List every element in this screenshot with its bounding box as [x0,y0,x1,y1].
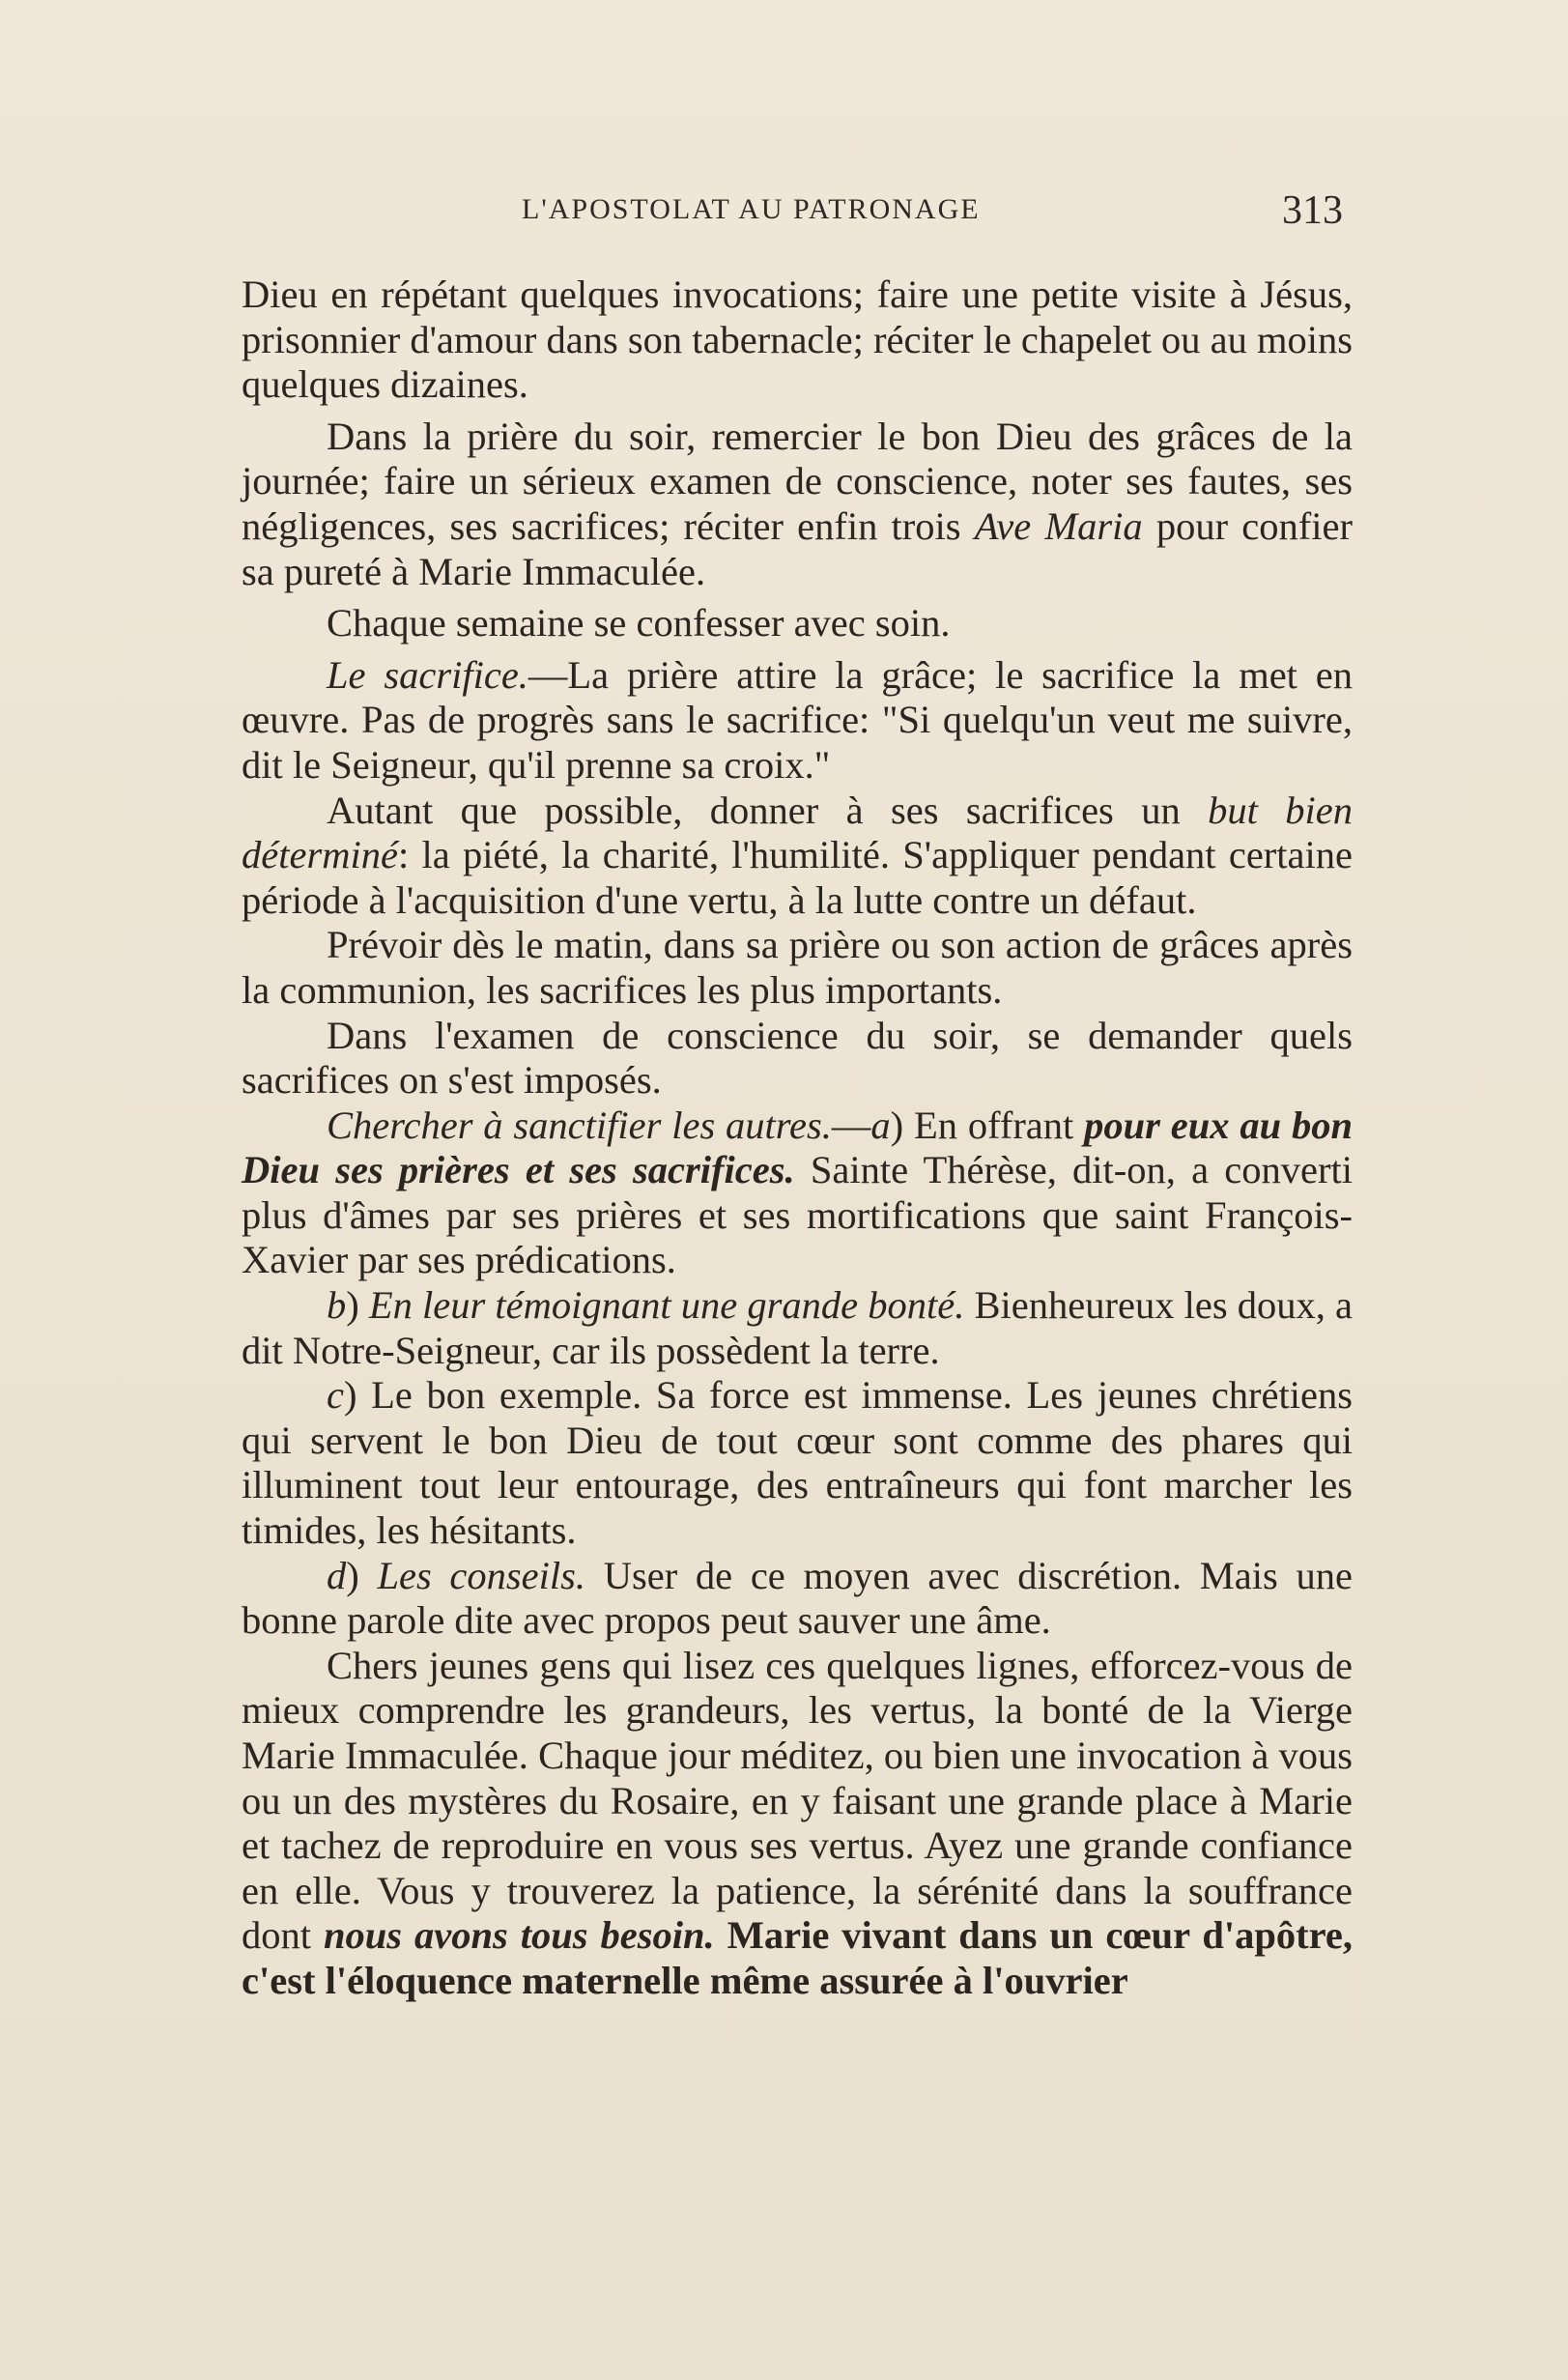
paragraph-5-text: Autant que possible, donner à ses sacrifices un [327,788,1209,832]
paragraph-2-end: pour confier sa pureté à Marie Immaculée. [242,503,1353,593]
paragraph-2-text: Dans la prière du soir, remercier le bon Dieu des grâces de la journée; faire un sérieux examen de conscience, noter ses fautes, ses négligences, ses sacrifices; réciter enfin trois [242,414,1353,548]
paragraph-9-italic: En leur témoignant une grande bonté. [368,1283,965,1328]
paragraph-3 [242,601,1353,646]
paragraph-1-text: Dieu en répétant quelques invocations; faire une petite visite à Jésus, prisonnier d'amour dans son tabernacle; réciter le chapelet ou au moins quelques dizaines. [242,272,1353,407]
paragraph-1 [242,272,1353,408]
paragraph-5 [242,789,1353,924]
running-title: L'APOSTOLAT AU PATRONAGE [522,193,981,225]
paragraph-8-dash: — [831,1103,871,1147]
paragraph-8-letter: a [870,1103,891,1147]
paragraph-12-end: Marie vivant dans un cœur d'apôtre, c'est l'éloquence maternelle même assurée à l'ouvrier [242,1913,1353,2002]
paragraph-10-letter: c [327,1373,344,1418]
paragraph-6-text: Prévoir dès le matin, dans sa prière ou son action de grâces après la communion, les sacrifices les plus importants. [242,923,1353,1012]
paragraph-12-text: Chers jeunes gens qui lisez ces quelques lignes, efforcez-vous de mieux comprendre les grandeurs, les vertus, la bonté de la Vierge Marie Immaculée. Chaque jour méditez, ou bien une invocation à vous ou un des mystères du Rosaire, en y faisant une grande place à Marie et tachez de reproduire en vous ses vertus. Ayez une grande confiance en elle. Vous y trouverez la patience, la sérénité dans la souffrance dont [242,1643,1353,1958]
paragraph-4 [242,653,1353,789]
paragraph-10-end: Le bon exemple. Sa force est immense. Les jeunes chrétiens qui servent le bon Dieu de tout cœur sont comme des phares qui illuminent tout leur entourage, des entraîneurs qui font marcher les timides, les hésitants. [242,1373,1353,1553]
paragraph-9-end: Bienheureux les doux, a dit Notre-Seigneur, car ils possèdent la terre. [242,1283,1353,1372]
paragraph-4-text: —La prière attire la grâce; le sacrifice la met en œuvre. Pas de progrès sans le sacrifice: "Si quelqu'un veut me suivre, dit le Seigneur, qu'il prenne sa croix." [242,652,1353,787]
paragraph-10: c) Le bon exemple. Sa force est immense. Les jeunes chrétiens qui servent le bon Dieu de tout cœur sont comme des phares qui illuminent tout leur entourage, des entraîneurs qui font marcher les timides, les hésitants. [242,1373,1353,1553]
paragraph-5-end: : la piété, la charité, l'humilité. S'appliquer pendant certaine période à l'acquisition d'une vertu, à la lutte contre un défaut. [242,833,1353,922]
paragraph-8 [242,1104,1353,1283]
paragraph-8-end: Sainte Thérèse, dit-on, a converti plus d'âmes par ses prières et ses mortifications que saint François-Xavier par ses prédications. [242,1148,1353,1282]
paragraph-2-italic: Ave Maria [974,503,1143,548]
paragraph-9: b) En leur témoignant une grande bonté. Bienheureux les doux, a dit Notre-Seigneur, car ils possèdent la terre. [242,1283,1353,1372]
paragraph-2 [242,415,1353,594]
paragraph-11-letter: d [327,1553,347,1597]
paragraph-6 [242,923,1353,1013]
paragraph-8-italic-2: pour eux au bon Dieu ses prières et ses sacrifices. [242,1103,1353,1192]
paragraph-9-letter: b [327,1283,347,1328]
paragraph-11-end: User de ce moyen avec discrétion. Mais une bonne parole dite avec propos peut sauver une âme. [242,1553,1353,1643]
paragraph-5-italic: but bien déterminé [242,788,1354,877]
running-head [242,188,1353,242]
paragraph-12 [242,1644,1353,2004]
paragraph-8-italic: Chercher à sanctifier les autres. [327,1103,832,1147]
paragraph-11-italic: Les conseils. [377,1553,586,1597]
paragraph-8-mid: ) En offrant [890,1103,1085,1147]
page-number: 313 [1282,188,1343,233]
text-block [242,272,1353,2004]
paragraph-11: d) Les conseils. User de ce moyen avec discrétion. Mais une bonne parole dite avec propos peut sauver une âme. [242,1553,1353,1643]
paragraph-7-text: Dans l'examen de conscience du soir, se demander quels sacrifices on s'est imposés. [242,1013,1353,1103]
paragraph-3-text: Chaque semaine se confesser avec soin. [327,601,951,645]
paragraph-7 [242,1014,1353,1104]
paragraph-12-italic: nous avons tous besoin. [323,1913,715,1958]
paragraph-4-italic: Le sacrifice. [327,652,528,697]
